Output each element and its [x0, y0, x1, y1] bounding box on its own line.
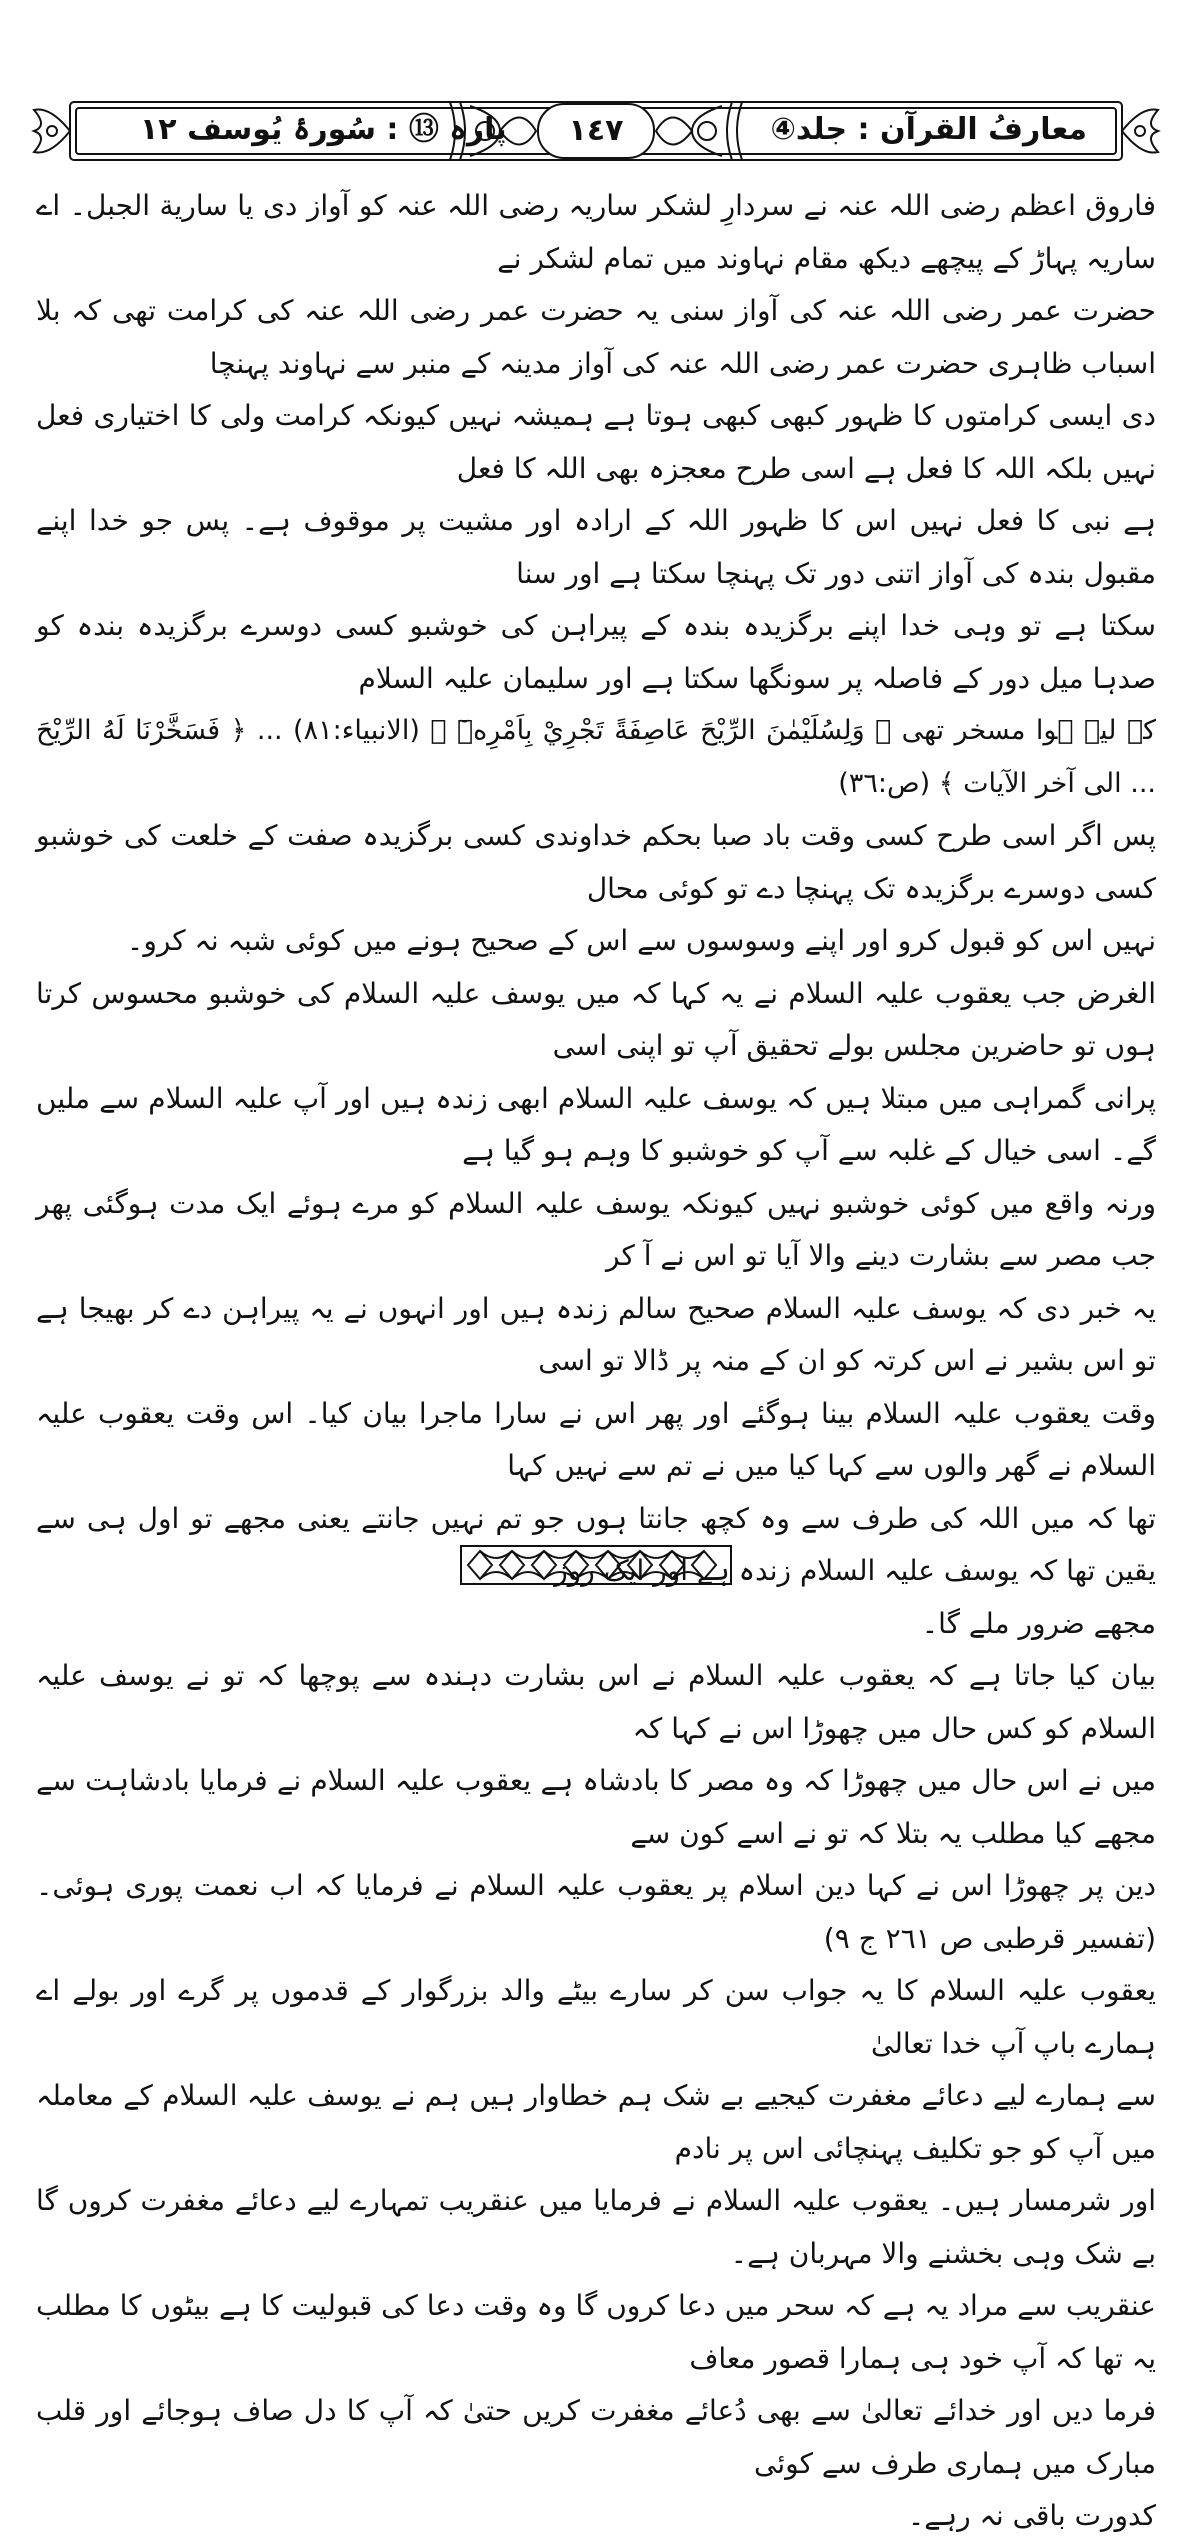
text-line: یہ خبر دی کہ یوسف علیہ السلام صحیح سالم زندہ ہیں اور انہوں نے یہ پیراہن دے کر بھیجا ہے تو اس بشیر نے اس کرتہ کو ان کے منہ پر ڈالا تو اسی — [36, 1291, 1156, 1377]
text-line: الغرض جب یعقوب علیہ السلام نے یہ کہا کہ میں یوسف علیہ السلام کی خوشبو محسوس کرتا ہوں تو حاضرین مجلس بولے تحقیق آپ تو اپنی اسی — [36, 976, 1156, 1062]
text-line: نہیں اس کو قبول کرو اور اپنے وسوسوں سے اس کے صحیح ہونے میں کوئی شبہ نہ کرو۔ — [126, 924, 1156, 957]
text-line: عنقریب سے مراد یہ ہے کہ سحر میں دعا کروں گا وہ وقت دعا کی قبولیت کا ہے بیٹوں کا مطلب یہ تھا کہ آپ خود ہی ہمارا قصور معاف — [35, 2289, 1156, 2375]
text-line: دین پر چھوڑا اس نے کہا دین اسلام پر یعقوب علیہ السلام نے فرمایا کہ اب نعمت پوری ہوئی۔ (تفسیر قرطبی ص ٢٦١ ج ٩) — [36, 1869, 1156, 1955]
text-line: سے ہمارے لیے دعائے مغفرت کیجیے بے شک ہم خطاوار ہیں ہم نے یوسف علیہ السلام کے معاملہ میں آپ کو جو تکلیف پہنچائی اس پر نادم — [36, 2079, 1156, 2165]
page-header — [30, 96, 1162, 166]
page-number: ١٤٧ — [568, 113, 624, 148]
text-line: فرما دیں اور خدائے تعالیٰ سے بھی دُعائے مغفرت کریں حتیٰ کہ آپ کا دل صاف ہوجائے اور قلب مبارک میں ہماری طرف سے کوئی — [36, 2394, 1156, 2480]
text-line: ہے نبی کا فعل نہیں اس کا ظہور اللہ کے ارادہ اور مشیت پر موقوف ہے۔ پس جو خدا اپنے مقبول بندہ کی آواز اتنی دور تک پہنچا سکتا ہے اور سنا — [36, 504, 1156, 590]
text-line: حضرت عمر رضی اللہ عنہ کی آواز سنی یہ حضرت عمر رضی اللہ عنہ کی کرامت تھی کہ بلا اسباب ظاہری حضرت عمر رضی اللہ عنہ کی آواز مدینہ کے منبر سے نہاوند پہنچا — [36, 294, 1156, 380]
text-line: ورنہ واقع میں کوئی خوشبو نہیں کیونکہ یوسف علیہ السلام کو مرے ہوئے ایک مدت ہوگئی پھر جب مصر سے بشارت دینے والا آیا تو اس نے آ کر — [36, 1186, 1156, 1272]
page-body — [36, 180, 1156, 2543]
text-line: فاروق اعظم رضی اللہ عنہ نے سردارِ لشکر ساریہ رضی اللہ عنہ کو آواز دی یا سارية الجبل۔ اے ساریہ پہاڑ کے پیچھے دیکھ مقام نہاوند میں تمام لشکر نے — [36, 189, 1156, 275]
text-line: پرانی گمراہی میں مبتلا ہیں کہ یوسف علیہ السلام ابھی زندہ ہیں اور آپ علیہ السلام سے ملیں گے۔ اسی خیال کے غلبہ سے آپ کو خوشبو کا وہم ہو گیا ہے — [36, 1081, 1156, 1167]
chapter-end-ornament — [460, 1545, 732, 1585]
text-line: سکتا ہے تو وہی خدا اپنے برگزیدہ بندہ کے پیراہن کی خوشبو کسی دوسرے برگزیدہ بندہ کو صدہا میل دور کے فاصلہ پر سونگھا سکتا ہے اور سلیمان علیہ السلام — [36, 609, 1156, 695]
section-label: پارہ ⑬ : سُورۂ یُوسف ١٢ — [140, 112, 507, 147]
text-line: دی ایسی کرامتوں کا ظہور کبھی کبھی ہوتا ہے ہمیشہ نہیں کیونکہ کرامت ولی کا اختیاری فعل نہیں بلکہ اللہ کا فعل ہے اسی طرح معجزہ بھی اللہ کا فعل — [36, 399, 1156, 485]
text-line: میں نے اس حال میں چھوڑا کہ وہ مصر کا بادشاہ ہے یعقوب علیہ السلام نے فرمایا بادشاہت سے مجھے کیا مطلب یہ بتلا کہ تو نے اسے کون سے — [36, 1764, 1156, 1850]
text-line: کدورت باقی نہ رہے۔ — [907, 2499, 1156, 2532]
text-line: یعقوب علیہ السلام کا یہ جواب سن کر سارے بیٹے والد بزرگوار کے قدموں پر گرے اور بولے اے ہمارے باپ آپ خدا تعالیٰ — [36, 1974, 1156, 2060]
text-line: تھا کہ میں اللہ کی طرف سے وہ کچھ جانتا ہوں جو تم نہیں جانتے یعنی مجھے تو اول ہی سے یقین تھا کہ یوسف علیہ السلام زندہ ہے اور ایک روز — [36, 1501, 1156, 1587]
text-line: وقت یعقوب علیہ السلام بینا ہوگئے اور پھر اس نے سارا ماجرا بیان کیا۔ اس وقت یعقوب علیہ السلام نے گھر والوں سے کہا کیا میں نے تم سے نہیں کہا — [36, 1396, 1156, 1482]
text-line: بیان کیا جاتا ہے کہ یعقوب علیہ السلام نے اس بشارت دہندہ سے پوچھا کہ تو نے یوسف علیہ السلام کو کس حال میں چھوڑا اس نے کہا کہ — [36, 1659, 1156, 1745]
text-line: اور شرمسار ہیں۔ یعقوب علیہ السلام نے فرمایا میں عنقریب تمہارے لیے دعائے مغفرت کروں گا بے شک وہی بخشنے والا مہربان ہے۔ — [36, 2184, 1156, 2270]
text-line: پس اگر اسی طرح کسی وقت باد صبا بحکم خداوندی کسی برگزیدہ صفت کے خلعت کی خوشبو کسی دوسرے برگزیدہ تک پہنچا دے تو کوئی محال — [36, 819, 1156, 905]
book-title: معارفُ القرآن : جلد④ — [770, 112, 1087, 147]
text-line-quran-verse: کے لیے ہوا مسخر تھی ﴿ وَلِسُلَيْمٰنَ الرِّيْحَ عَاصِفَةً تَجْرِيْ بِاَمْرِهٖٓ ﴾ (الانبیاء:٨١) ... ﴿ فَسَخَّرْنَا لَهُ الرِّيْحَ ... الی آخر الآیات ﴾ (ص:٣٦) — [36, 715, 1156, 799]
text-line: مجھے ضرور ملے گا۔ — [921, 1606, 1156, 1640]
